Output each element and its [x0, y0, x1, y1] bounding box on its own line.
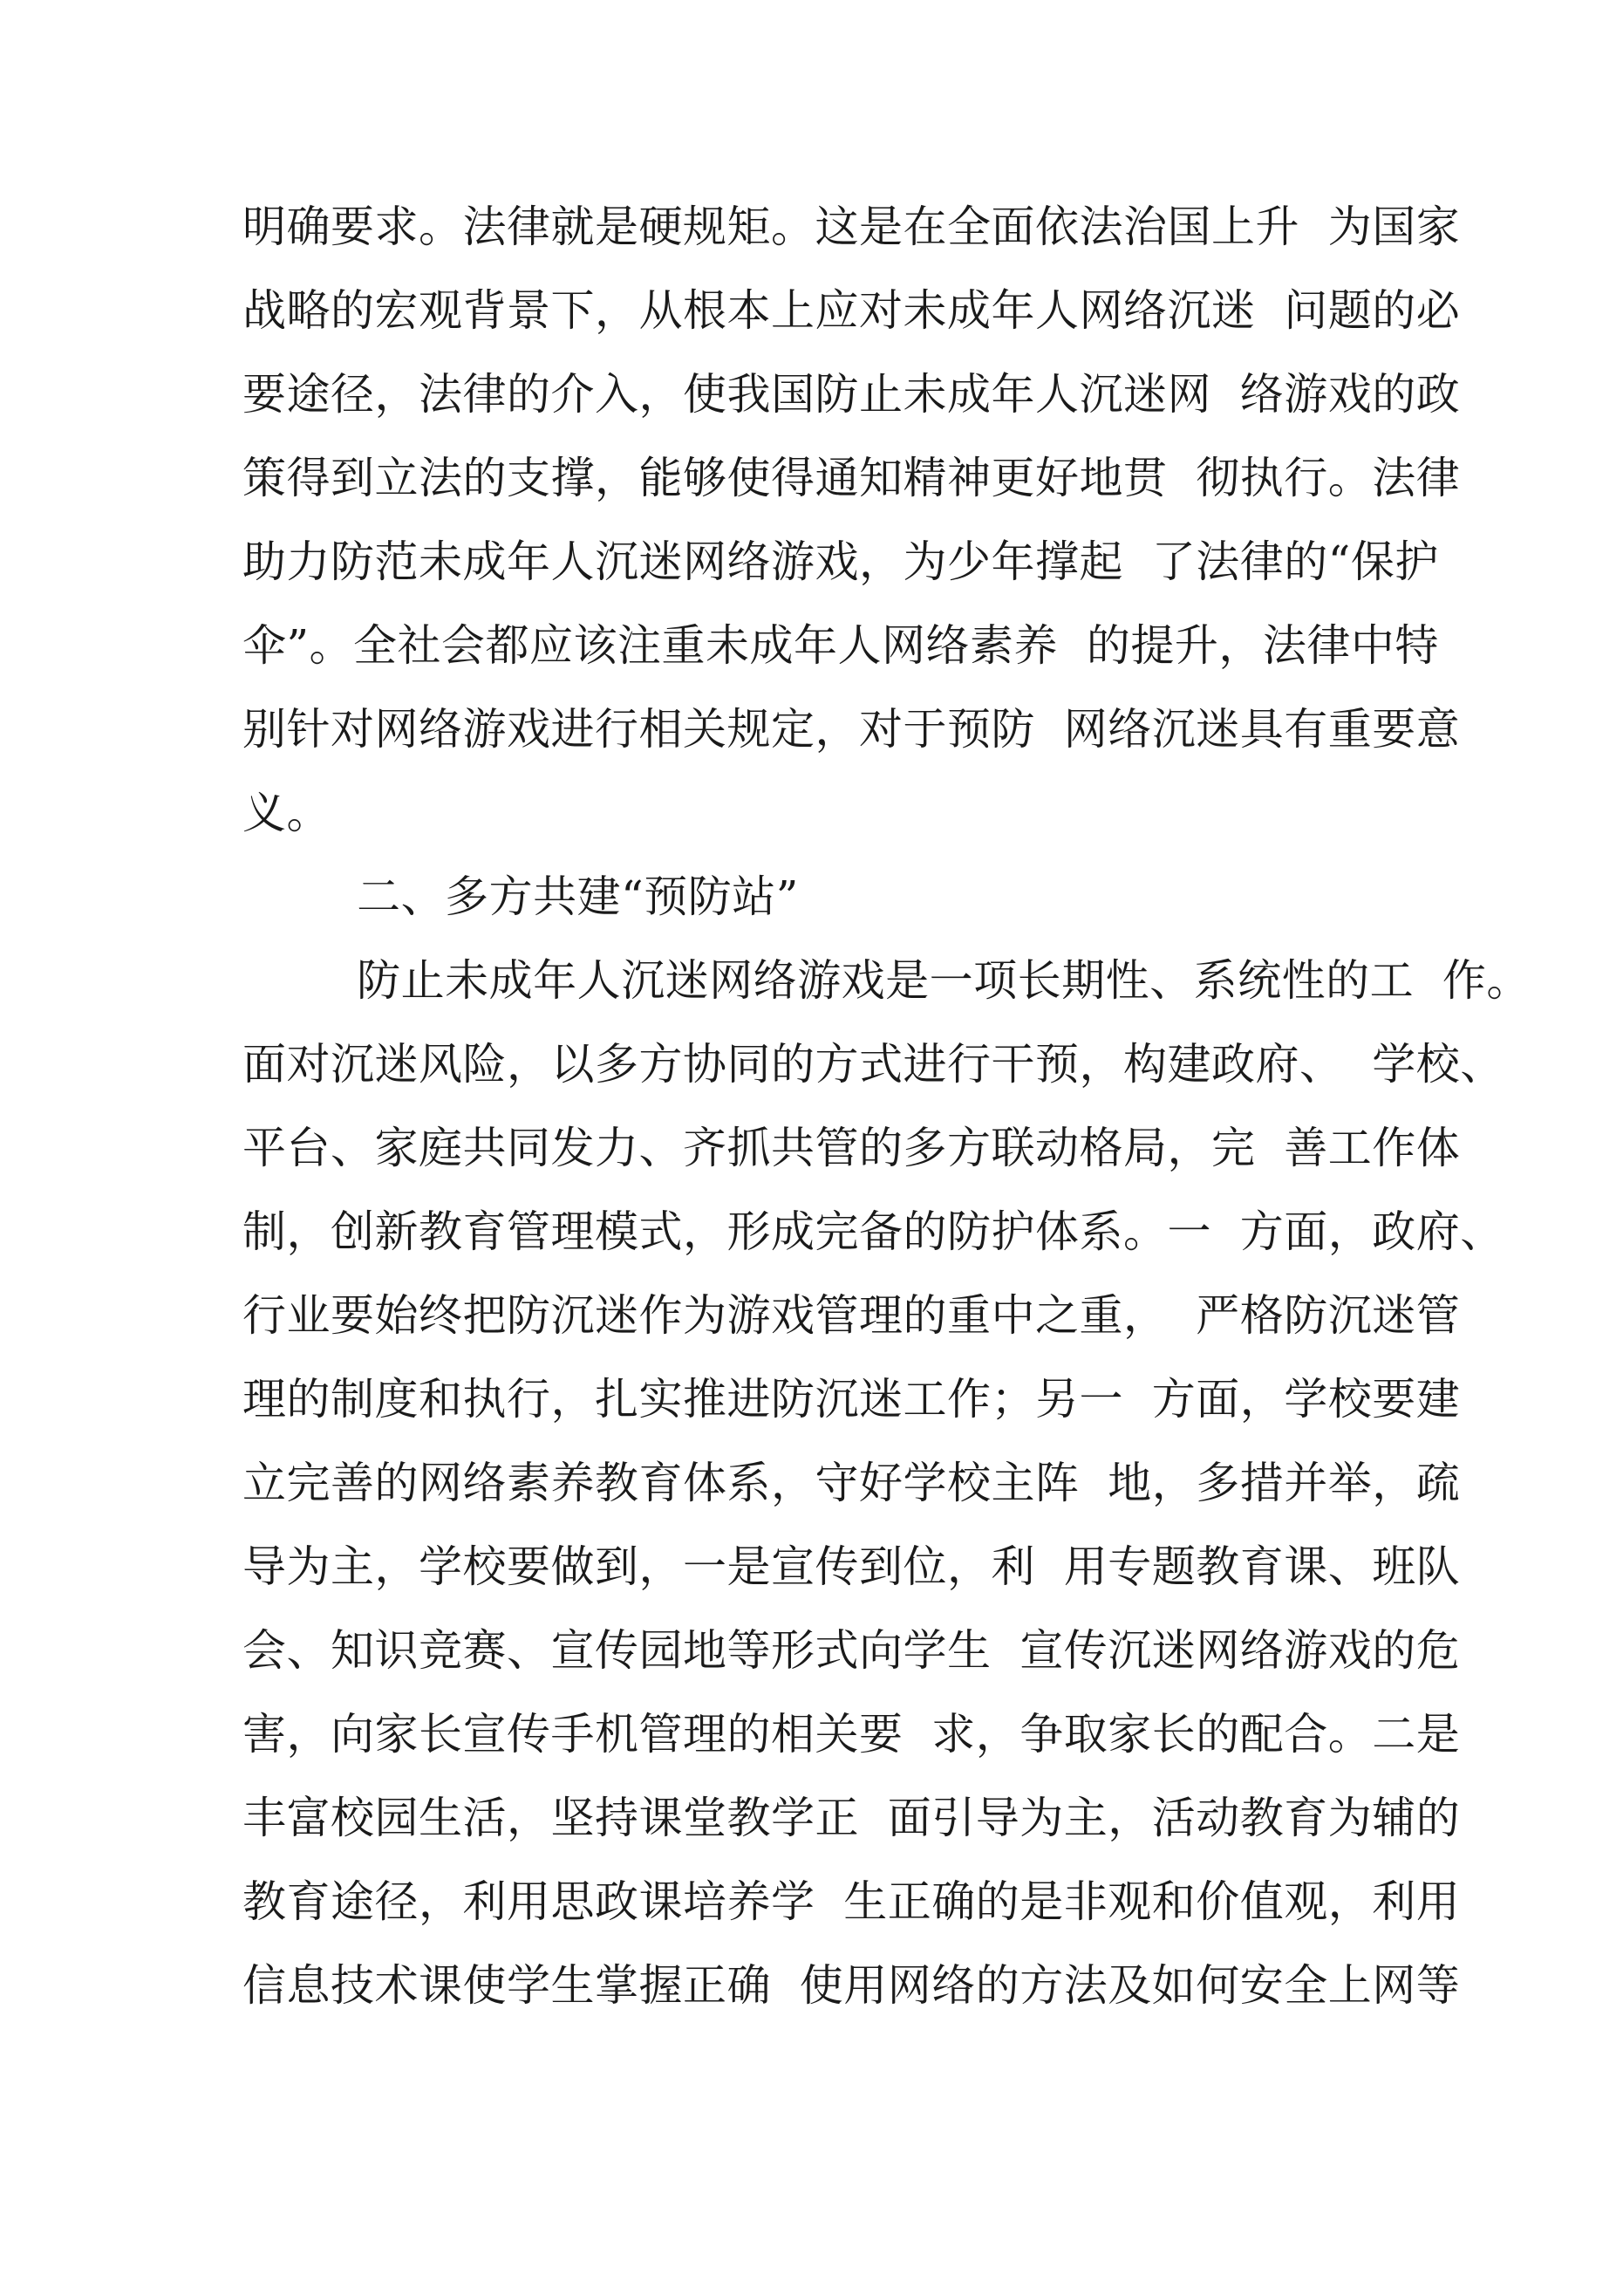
- text-line: 丰富校园生活，坚持课堂教学正 面引导为主，活动教育为辅的: [242, 1793, 1461, 1843]
- text-line: 会、知识竞赛、宣传园地等形式向学生 宣传沉迷网络游戏的危: [242, 1625, 1461, 1676]
- text-line: 行业要始终把防沉迷作为游戏管理的重中之重， 严格防沉迷管: [242, 1290, 1461, 1341]
- text-line: 害，向家长宣传手机管理的相关要 求，争取家长的配合。二是: [242, 1709, 1461, 1760]
- section-heading: 二、多方共建“预防站”: [242, 871, 799, 922]
- text-line: 战略的宏观背景下，从根本上应对未成年人网络沉迷 问题的必: [242, 285, 1461, 336]
- text-line: 明确要求。法律就是硬规矩。这是在全面依法治国上升 为国家: [242, 202, 1461, 252]
- text-line: 防止未成年人沉迷网络游戏是一项长期性、系统性的工 作。: [242, 955, 1531, 1006]
- text-line: 立完善的网络素养教育体系，守好学校主阵 地，多措并举，疏: [242, 1458, 1461, 1508]
- text-line: 理的制度和执行，扎实推进防沉迷工作；另一 方面，学校要建: [242, 1374, 1461, 1425]
- text-line: 平台、家庭共同发力、齐抓共管的多方联动格局，完 善工作体: [242, 1123, 1461, 1173]
- text-line: 策得到立法的支撑，能够使得通知精神更好地贯 彻执行。法律: [242, 453, 1461, 503]
- text-line: 导为主，学校要做到，一是宣传到位，利 用专题教育课、班队: [242, 1541, 1461, 1592]
- text-line: 伞”。全社会都应该注重未成年人网络素养 的提升，法律中特: [242, 620, 1439, 671]
- text-line: 要途径，法律的介入，使我国防止未成年人沉迷网 络游戏的政: [242, 369, 1461, 420]
- text-line: 面对沉迷风险，以多方协同的方式进行干预，构建政府、 学校、: [242, 1039, 1504, 1090]
- text-line: 信息技术课使学生掌握正确 使用网络的方法及如何安全上网等: [242, 1960, 1461, 2011]
- text-line: 义。: [242, 788, 331, 838]
- text-line: 教育途径，利用思政课培养学 生正确的是非观和价值观，利用: [242, 1876, 1461, 1927]
- body-text: [242, 185, 1531, 2027]
- text-line: 制，创新教育管理模式，形成完备的防护体系。一 方面，政府、: [242, 1206, 1504, 1257]
- text-line: 助力防范未成年人沉迷网络游戏，为少年撑起 了法律的“保护: [242, 536, 1439, 587]
- text-line: 别针对网络游戏进行相关规定，对于预防 网络沉迷具有重要意: [242, 704, 1461, 755]
